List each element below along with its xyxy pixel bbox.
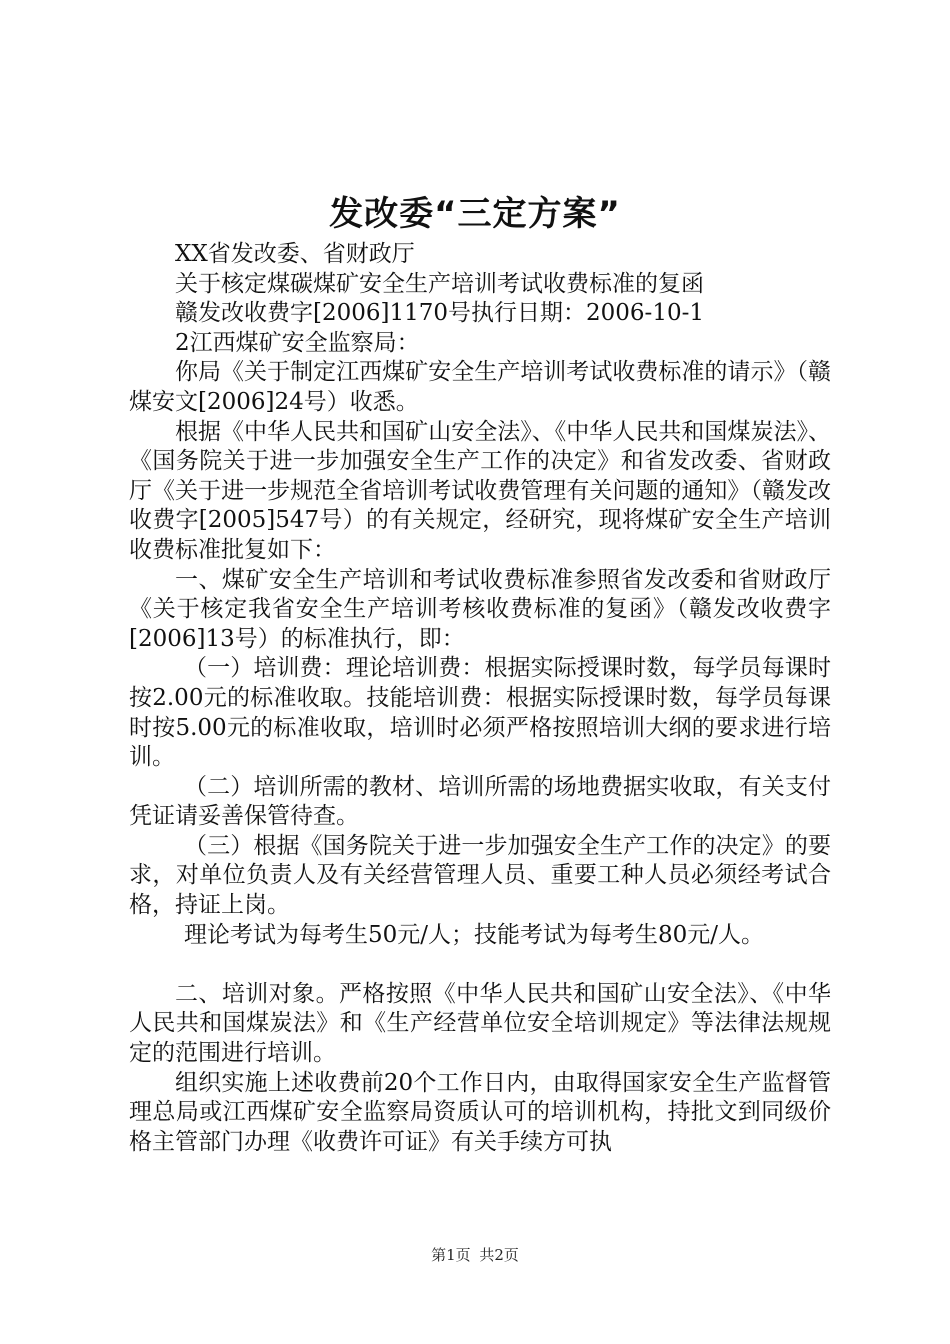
issuer-line: XX省发改委、省财政厅 bbox=[175, 241, 415, 267]
subject-line: 关于核定煤碳煤矿安全生产培训考试收费标准的复函 bbox=[175, 270, 704, 297]
page-total: 共2页 bbox=[479, 1246, 519, 1264]
paragraph: 你局《关于制定江西煤矿安全生产培训考试收费标准的请示》（赣煤安文[2006]24号）收悉。 bbox=[129, 359, 831, 415]
document-body bbox=[129, 240, 831, 1157]
paragraph: 理论考试为每考生50元/人；技能考试为每考生80元/人。 bbox=[184, 921, 765, 948]
paragraph: 一、煤矿安全生产培训和考试收费标准参照省发改委和省财政厅《关于核定我省安全生产培训考核收费标准的复函》（赣发改收费字[2006]13号）的标准执行，即： bbox=[129, 566, 831, 652]
paragraph: （三）根据《国务院关于进一步加强安全生产工作的决定》的要求，对单位负责人及有关经营管理人员、重要工种人员必须经考试合格，持证上岗。 bbox=[129, 832, 831, 919]
document-number-line: 赣发改收费字[2006]1170号执行日期：2006-10-1 bbox=[175, 300, 704, 327]
paragraph: （二）培训所需的教材、培训所需的场地费据实收取，有关支付凭证请妥善保管待查。 bbox=[129, 773, 831, 830]
paragraph: 组织实施上述收费前20个工作日内，由取得国家安全生产监督管理总局或江西煤矿安全监察局资质认可的培训机构，持批文到同级价格主管部门办理《收费许可证》有关手续方可执 bbox=[129, 1069, 831, 1155]
paragraph: 根据《中华人民共和国矿山安全法》、《中华人民共和国煤炭法》、《国务院关于进一步加强安全生产工作的决定》和省发改委、省财政厅《关于进一步规范全省培训考试收费管理有关问题的通知》（赣发改收费字[2005]547号）的有关规定，经研究，现将煤矿安全生产培训收费标准批复如下： bbox=[129, 418, 831, 563]
paragraph: 二、培训对象。严格按照《中华人民共和国矿山安全法》、《中华人民共和国煤炭法》和《生产经营单位安全培训规定》等法律法规规定的范围进行培训。 bbox=[129, 980, 831, 1067]
page-footer bbox=[0, 1244, 950, 1265]
page-number: 第1页 bbox=[431, 1246, 471, 1264]
recipient-line: 2江西煤矿安全监察局： bbox=[175, 329, 420, 356]
document-title: 发改委“三定方案” bbox=[329, 194, 621, 234]
paragraph: （一）培训费：理论培训费：根据实际授课时数，每学员每课时按2.00元的标准收取。技能培训费：根据实际授课时数，每学员每课时按5.00元的标准收取，培训时必须严格按照培训大纲的要求进行培训。 bbox=[129, 655, 831, 771]
